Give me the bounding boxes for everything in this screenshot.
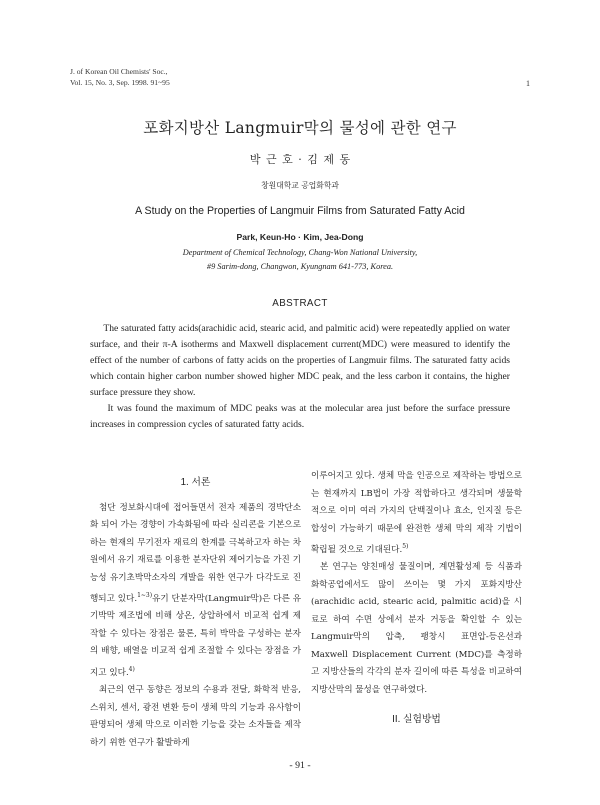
citation-ref: 5) — [402, 543, 409, 550]
affiliation-english — [0, 246, 600, 274]
intro-text-4: 본 연구는 양친매성 물질이며, 계면활성제 등 식품과 화학공업에서도 많이 쓰이는 몇 가지 포화지방산(arachidic acid, stearic acid, palmitic acid)을 시료로 하여 수면 상에서 분자 거동을 확인할 수 있는 Langmuir막의 압축, 팽창시 표면압-등온선과 Maxwell Displacement Current (MDC)를 측정하고 지방산들의 각각의 분자 길이에 따른 특성을 비교하여 지방산막의 물성을 연구하였다. — [311, 562, 522, 695]
abstract-heading: ABSTRACT — [272, 298, 328, 309]
section-heading-methods: II. 실험방법 — [392, 714, 441, 726]
authors-korean: 박 근 호 · 김 제 동 — [249, 153, 351, 166]
intro-text-2: 최근의 연구 동향은 정보의 수용과 전달, 화학적 반응, 스위치, 센서, 광전 변환 등이 생체 막의 기능과 유사함이 판명되어 생체 막으로 이러한 기능을 갖는 소자들을 제작하기 위한 연구가 활발하게 — [90, 685, 301, 748]
intro-paragraph-4 — [311, 559, 522, 699]
abstract-body — [90, 321, 510, 433]
intro-paragraph-1 — [90, 500, 301, 683]
column-left — [90, 474, 301, 752]
journal-name: J. of Korean Oil Chemists' Soc., — [70, 67, 168, 76]
column-right — [311, 468, 522, 729]
intro-paragraph-2 — [90, 682, 301, 752]
abstract-text-1: The saturated fatty acids(arachidic acid, stearic acid, and palmitic acid) were repeatedly applied on water surface, and their π-A isotherms and Maxwell displacement current(MDC) were measured to identify the effect of the number of carbons of fatty acids on the properties of Langmuir films. The saturated fatty acids which contain higher carbon number showed higher MDC peak, and the less carbon it contains, the higher surface pressure they show. — [90, 323, 510, 398]
journal-volume: Vol. 15, No. 3, Sep. 1998. 91~95 — [70, 78, 170, 87]
affiliation-line-2: #9 Sarim-dong, Changwon, Kyungnam 641-773, Korea. — [206, 262, 394, 271]
journal-citation — [70, 66, 170, 88]
abstract-paragraph-1 — [90, 321, 510, 401]
intro-text-1b: 유기 단분자막(Langmuir막)은 다른 유기박막 제조법에 비해 상온, 상압하에서 비교적 쉽게 제작할 수 있다는 장점은 물론, 특히 박막을 구성하는 분자의 배향, 배열을 비교적 쉽게 조절할 수 있다는 장점을 가지고 있다. — [90, 593, 301, 678]
title-korean: 포화지방산 Langmuir막의 물성에 관한 연구 — [143, 119, 457, 137]
title-english: A Study on the Properties of Langmuir Films from Saturated Fatty Acid — [135, 205, 465, 217]
abstract-text-2: It was found the maximum of MDC peaks was at the molecular area just before the surface pressure increases in compression cycles of saturated fatty acids. — [90, 403, 511, 430]
page-footer-number: - 91 - — [289, 760, 311, 771]
citation-ref: 4) — [128, 665, 135, 673]
section-heading-introduction: 1. 서론 — [180, 477, 211, 488]
intro-paragraph-3 — [311, 468, 522, 559]
affiliation-line-1: Department of Chemical Technology, Chang-Won National University, — [182, 248, 418, 257]
affiliation-korean: 창원대학교 공업화학과 — [261, 181, 339, 190]
abstract-paragraph-2 — [90, 401, 510, 433]
intro-text-3: 이루어지고 있다. 생체 막을 인공으로 제작하는 방법으로는 현재까지 LB법이 가장 적합하다고 생각되며 생물학적으로 이미 여러 가지의 단백질이나 효소, 인지질 등은 합성이 가능하기 때문에 완전한 생체 막의 제작 기법이 확립될 것으로 기대된다. — [311, 471, 522, 555]
citation-ref: 1~3) — [137, 592, 153, 599]
page-number: 1 — [526, 79, 530, 88]
authors-english: Park, Keun-Ho · Kim, Jea-Dong — [236, 232, 364, 242]
intro-text-1: 첨단 정보화시대에 접어들면서 전자 제품의 경박단소화 되어 가는 경향이 가속화됨에 따라 실리콘을 기본으로 하는 현재의 무기전자 재료의 한계를 극복하고자 하는 차원에서 유기 재료를 이용한 분자단위 제어기능을 가진 기능성 유기초박막소자의 개발을 위한 연구가 다각도로 진행되고 있다. — [90, 502, 301, 604]
